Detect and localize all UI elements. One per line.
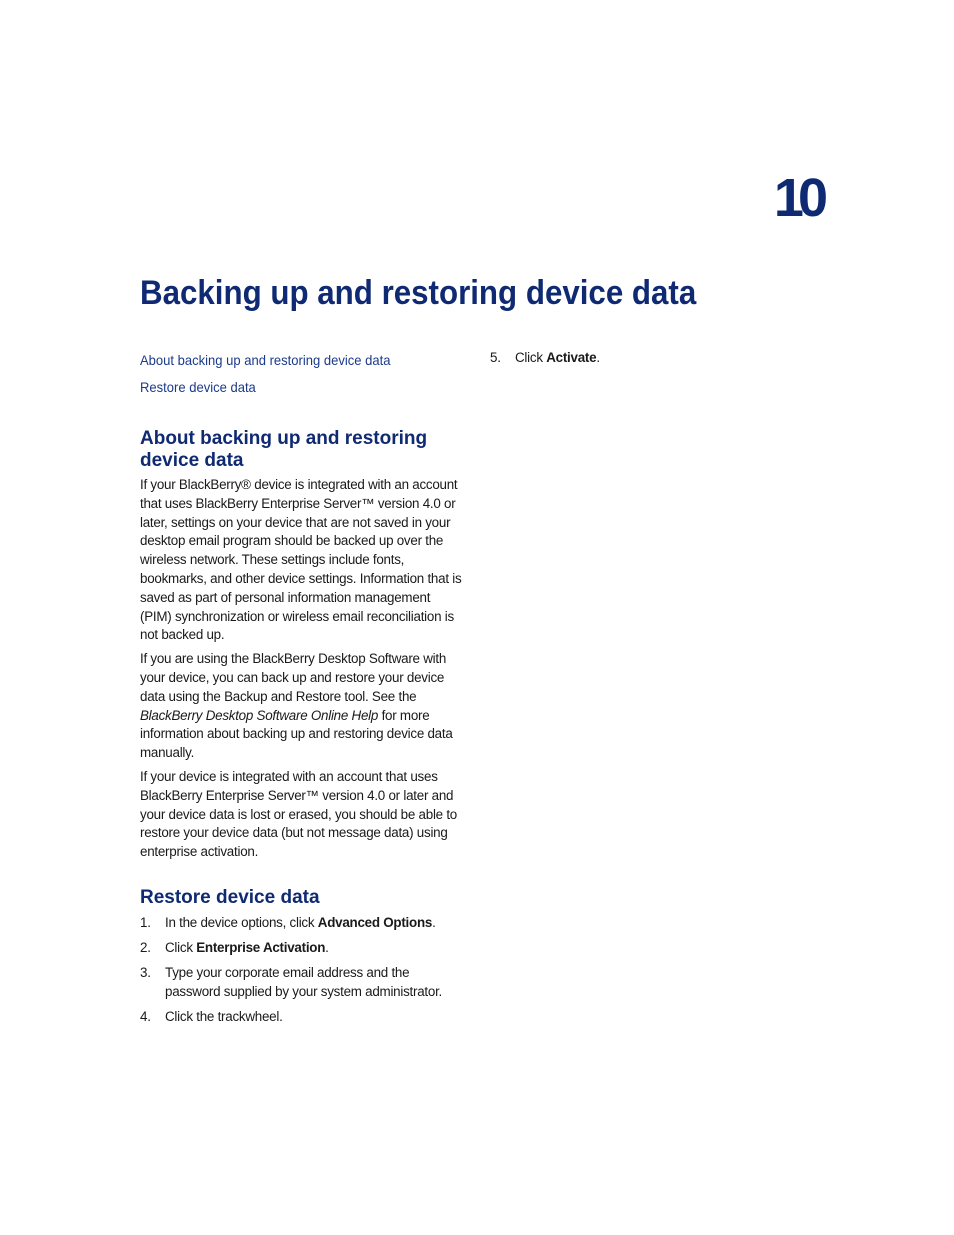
ui-label-advanced-options: Advanced Options	[317, 914, 433, 930]
step-item	[140, 938, 462, 957]
about-heading: About backing up and restoring device data	[140, 428, 428, 471]
step-item	[490, 348, 820, 367]
step-number: 5.	[490, 350, 501, 365]
toc-link-about[interactable]: About backing up and restoring device data	[140, 352, 391, 368]
step-punct: .	[432, 914, 436, 930]
step-item	[140, 963, 462, 1001]
chapter-title: Backing up and restoring device data	[140, 274, 697, 312]
step-text: Click	[165, 939, 197, 955]
step-punct: .	[325, 939, 329, 955]
step-item	[140, 1007, 462, 1026]
step-text: Click	[515, 350, 547, 365]
step-number: 1.	[140, 914, 151, 930]
restore-steps-continued	[490, 348, 820, 367]
step-number: 2.	[140, 939, 151, 955]
ui-label-enterprise-activation: Enterprise Activation	[196, 939, 326, 955]
step-text: Click the trackwheel.	[165, 1008, 283, 1024]
step-text: Type your corporate email address and the password supplied by your system administrator.	[165, 964, 443, 999]
chapter-toc	[140, 348, 462, 399]
step-item	[140, 913, 462, 932]
about-paragraph-3: If your device is integrated with an account that uses BlackBerry Enterprise Server™ version 4.0 or later and your device data is lost or erased, you should be able to restore your device data (but not message data) using enterprise activation.	[140, 768, 457, 860]
toc-link-restore[interactable]: Restore device data	[140, 379, 256, 395]
restore-heading: Restore device data	[140, 886, 320, 908]
help-reference: BlackBerry Desktop Software Online Help	[140, 707, 379, 723]
step-number: 4.	[140, 1008, 151, 1024]
step-text: In the device options, click	[165, 914, 318, 930]
restore-steps	[140, 913, 462, 1026]
ui-label-activate: Activate	[546, 350, 597, 365]
about-paragraph-2-text: If you are using the BlackBerry Desktop Software with your device, you can back up and restore your device data using the Backup and Restore tool. See the	[140, 651, 447, 704]
left-column	[140, 348, 462, 1032]
step-punct: .	[596, 350, 600, 365]
about-paragraph-1: If your BlackBerry® device is integrated with an account that uses BlackBerry Enterprise Server™ version 4.0 or later, settings on your device that are not saved in your desktop email program should be backed up over the wireless network. These settings include fonts, bookmarks, and other device settings. Information that is saved as part of personal information management (PIM) synchronization or wireless email reconciliation is not backed up.	[140, 477, 462, 643]
right-column	[490, 348, 820, 373]
chapter-number: 10	[773, 168, 822, 228]
step-number: 3.	[140, 964, 151, 980]
about-paragraph-2-tail: for more information about backing up and restoring device data manually.	[140, 707, 453, 761]
about-paragraph-2	[140, 650, 462, 763]
